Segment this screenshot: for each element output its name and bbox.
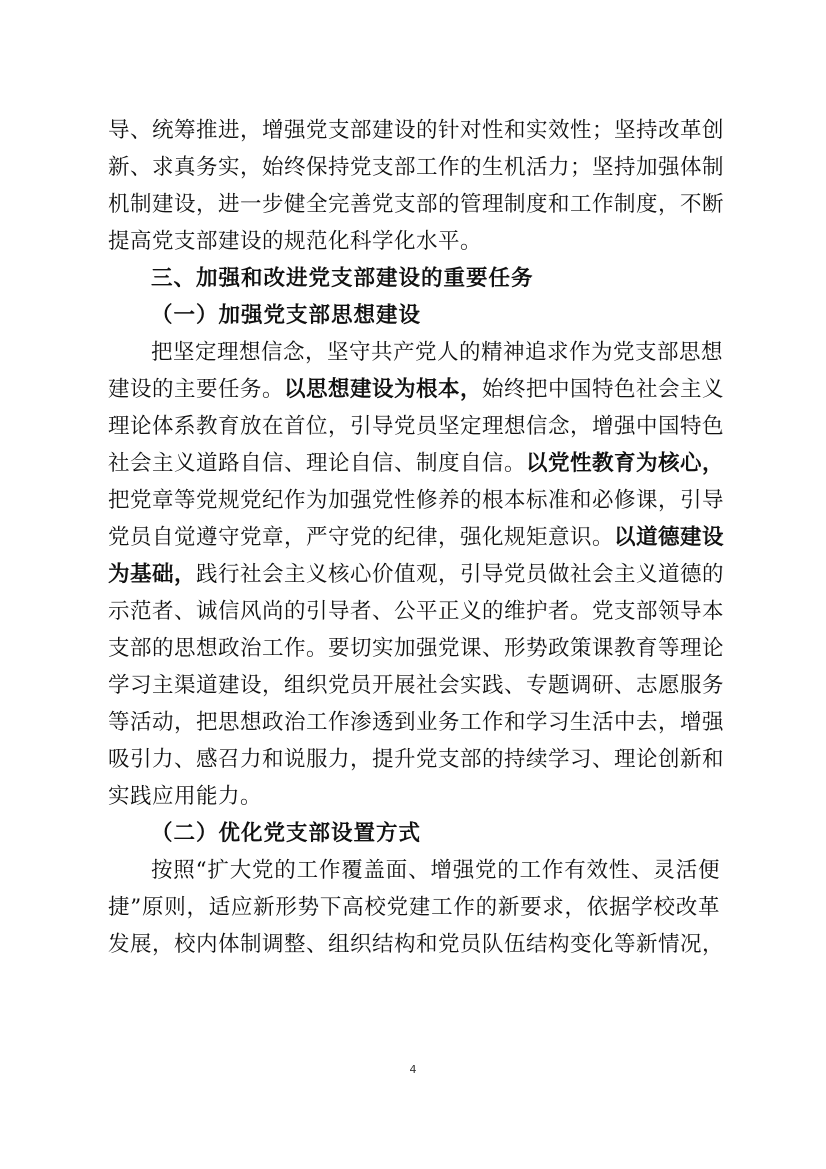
text-line: 捷”原则，适应新形势下高校党建工作的新要求，依据学校改革 [108, 895, 720, 920]
text-line [108, 445, 725, 482]
bold-phrase: 为基础， [108, 562, 197, 587]
page-number: 4 [409, 1063, 417, 1076]
document-body [108, 112, 725, 963]
text-line: 机制建设，进一步健全完善党支部的管理制度和工作制度，不断 [108, 192, 725, 217]
subsection-heading-1: （一）加强党支部思想建设 [151, 303, 422, 328]
text-line: 导、统筹推进，增强党支部建设的针对性和实效性；坚持改革创 [108, 118, 725, 143]
text-line: 新、求真务实，始终保持党支部工作的生机活力；坚持加强体制 [108, 155, 725, 180]
text-run: 党员自觉遵守党章，严守党的纪律，强化规矩意识。 [108, 525, 615, 550]
text-line: 把坚定理想信念，坚守共产党人的精神追求作为党支部思想 [151, 340, 724, 365]
text-run: 始终把中国特色社会主义 [482, 377, 725, 402]
text-line [108, 371, 725, 408]
bold-phrase: 以思想建设为根本， [284, 377, 483, 402]
text-line: 按照“扩大党的工作覆盖面、增强党的工作有效性、灵活便 [151, 858, 720, 883]
text-line: 示范者、诚信风尚的引导者、公平正义的维护者。党支部领导本 [108, 599, 725, 624]
text-line [108, 556, 725, 593]
text-line: 理论体系教育放在首位，引导党员坚定理想信念，增强中国特色 [108, 414, 725, 439]
text-line: 把党章等党规党纪作为加强党性修养的根本标准和必修课，引导 [108, 488, 725, 513]
text-line: 学习主渠道建设，组织党员开展社会实践、专题调研、志愿服务 [108, 673, 725, 698]
text-line [108, 519, 725, 556]
text-line: 等活动，把思想政治工作渗透到业务工作和学习生活中去，增强 [108, 710, 725, 735]
subsection-heading-2: （二）优化党支部设置方式 [151, 821, 422, 846]
text-run: 践行社会主义核心价值观，引导党员做社会主义道德的 [196, 562, 725, 587]
bold-phrase: 以党性教育为核心， [526, 451, 725, 476]
bold-phrase: 以道德建设 [614, 525, 725, 550]
text-line: 提高党支部建设的规范化科学化水平。 [108, 229, 483, 254]
section-heading: 三、加强和改进党支部建设的重要任务 [151, 266, 534, 291]
text-run: 建设的主要任务。 [108, 377, 285, 402]
text-line: 吸引力、感召力和说服力，提升党支部的持续学习、理论创新和 [108, 747, 725, 772]
text-run: 社会主义道路自信、理论自信、制度自信。 [108, 451, 527, 476]
text-line: 实践应用能力。 [108, 784, 263, 809]
text-line: 支部的思想政治工作。要切实加强党课、形势政策课教育等理论 [108, 636, 725, 661]
text-line: 发展，校内体制调整、组织结构和党员队伍结构变化等新情况， [108, 932, 725, 957]
